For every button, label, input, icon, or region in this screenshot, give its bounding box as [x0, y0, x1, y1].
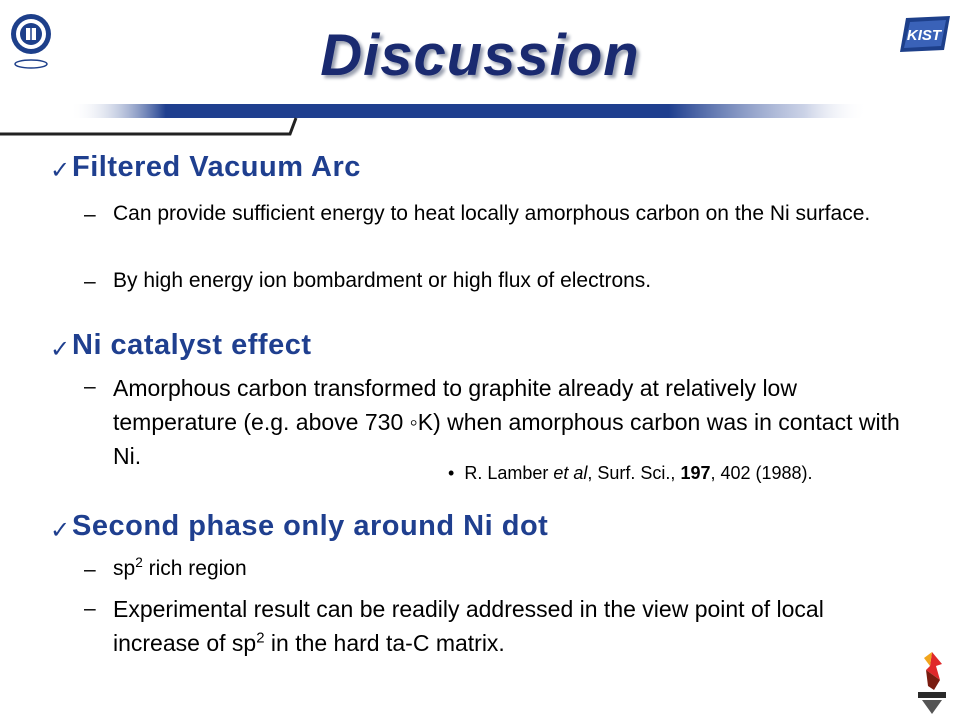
bullet-text	[113, 592, 903, 660]
bullet-text-part: sp	[113, 557, 136, 580]
citation-bullet: •	[448, 463, 455, 483]
kist-logo-text: KIST	[906, 27, 942, 44]
citation	[448, 463, 813, 484]
section-heading-1: Filtered Vacuum Arc	[72, 151, 361, 183]
bullet-dash: –	[84, 558, 96, 581]
bullet-text-part: Experimental result can be readily addressed in the view point of local increase of sp	[113, 596, 824, 656]
title-underline-rule	[0, 92, 960, 140]
bullet-text: Can provide sufficient energy to heat locally amorphous carbon on the Ni surface.	[113, 202, 871, 225]
diamond-logo-icon	[912, 650, 952, 716]
bullet-text-part: in the hard ta-C matrix.	[264, 630, 505, 656]
bullet-text	[113, 553, 913, 584]
citation-volume: 197	[680, 463, 711, 483]
superscript: 2	[135, 555, 143, 570]
citation-author: R. Lamber	[464, 463, 554, 483]
bullet-dash: –	[84, 270, 96, 293]
checkmark-icon: ✓	[50, 157, 71, 184]
section-heading-3: Second phase only around Ni dot	[72, 510, 549, 542]
bullet-dash: –	[84, 597, 96, 620]
bullet-dash: –	[84, 375, 96, 398]
bullet-text: Amorphous carbon transformed to graphite already at relatively low temperature (e.g. above 730 ◦K) when amorphous carbon was in contact with Ni.	[113, 375, 900, 469]
citation-etal: et al	[553, 463, 588, 483]
superscript: 2	[256, 629, 265, 647]
page-title: Discussion	[320, 23, 640, 88]
bullet-dash: –	[84, 203, 96, 226]
section-heading-2: Ni catalyst effect	[72, 329, 312, 361]
bullet-text-part: rich region	[142, 557, 247, 580]
checkmark-icon: ✓	[50, 336, 71, 363]
citation-journal: , Surf. Sci.,	[587, 463, 681, 483]
checkmark-icon: ✓	[50, 517, 71, 544]
citation-rest: , 402 (1988).	[710, 463, 813, 483]
bullet-text: By high energy ion bombardment or high flux of electrons.	[113, 269, 652, 292]
